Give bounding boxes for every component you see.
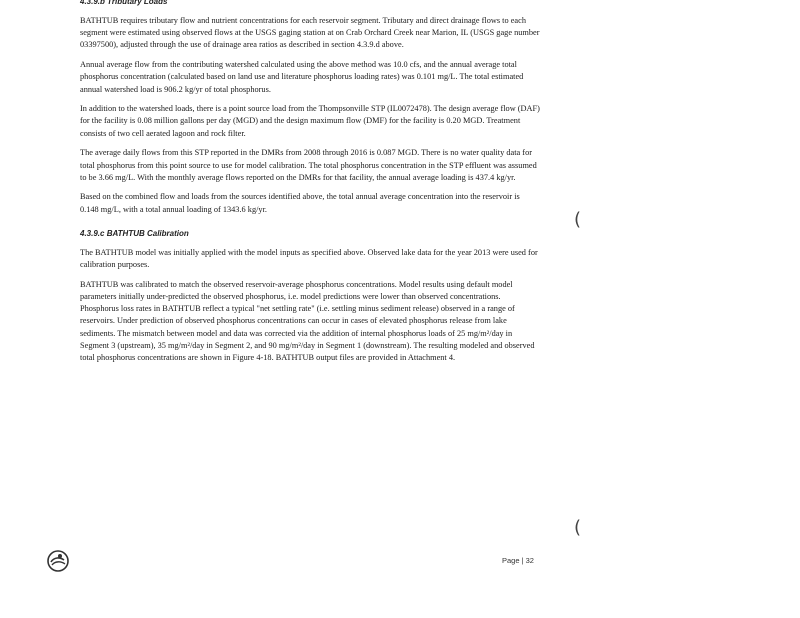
bathtub-calibration-heading: 4.3.9.c BATHTUB Calibration xyxy=(80,228,189,238)
tributary-paragraph-5: Based on the combined flow and loads from the sources identified above, the total annual average concentration into the reservoir is 0.148 mg/L, with a total annual loading of 1343.6 kg/yr. xyxy=(80,192,520,214)
margin-bracket-mark-upper: ( xyxy=(574,209,582,230)
margin-bracket-mark-lower: ( xyxy=(574,517,582,538)
page-number: Page | 32 xyxy=(502,556,534,565)
agency-logo-icon xyxy=(46,549,70,573)
page-content xyxy=(80,0,540,372)
tributary-paragraph-1: BATHTUB requires tributary flow and nutrient concentrations for each reservoir segment. Tributary and direct drainage flows to each segment were estimated using observed flows at the USGS gaging station at on Crab Orchard Creek near Marion, IL (USGS gage number 03397500), adjusted through the use of drainage area ratios as described in section 4.3.9.d above. xyxy=(80,16,540,50)
tributary-paragraph-4: The average daily flows from this STP reported in the DMRs from 2008 through 2016 is 0.087 MGD. There is no water quality data for total phosphorus from this point source to use for model calibration. The total phosphorus concentration in the STP effluent was assumed to be 3.66 mg/L. With the monthly average flows reported on the DMRs for that facility, the annual average loading is 437.4 kg/yr. xyxy=(80,148,537,182)
tributary-paragraph-3: In addition to the watershed loads, there is a point source load from the Thompsonville STP (IL0072478). The design average flow (DAF) for the facility is 0.08 million gallons per day (MGD) and the design maximum flow (DMF) for the facility is 0.20 MGD. Treatment consists of two cell aerated lagoon and rock filter. xyxy=(80,104,540,138)
tributary-paragraph-2: Annual average flow from the contributing watershed calculated using the above method was 10.0 cfs, and the annual average total phosphorus concentration (calculated based on land use and literature phosphorus loading rates) was 0.101 mg/L. The total estimated annual watershed load is 906.2 kg/yr of total phosphorus. xyxy=(80,60,524,94)
tributary-loads-heading: 4.3.9.b Tributary Loads xyxy=(80,0,168,6)
calibration-paragraph-2: BATHTUB was calibrated to match the observed reservoir-average phosphorus concentrations. Model results using default model parameters initially under-predicted the observed phosphorus, i.e. model predictions were lower than observed concentrations. Phosphorus loss rates in BATHTUB reflect a typical "net settling rate" (i.e. settling minus sediment release) observed in a range of reservoirs. Under prediction of observed phosphorus concentrations can occur in cases of elevated phosphorus release from lake sediments. The mismatch between model and data was corrected via the addition of internal phosphorus loads of 25 mg/m²/day in Segment 3 (upstream), 35 mg/m²/day in Segment 2, and 90 mg/m²/day in Segment 1 (downstream). The resulting modeled and observed total phosphorus concentrations are shown in Figure 4-18. BATHTUB output files are provided in Attachment 4. xyxy=(80,279,535,362)
calibration-paragraph-1: The BATHTUB model was initially applied with the model inputs as specified above. Observed lake data for the year 2013 were used for calibration purposes. xyxy=(80,247,538,270)
